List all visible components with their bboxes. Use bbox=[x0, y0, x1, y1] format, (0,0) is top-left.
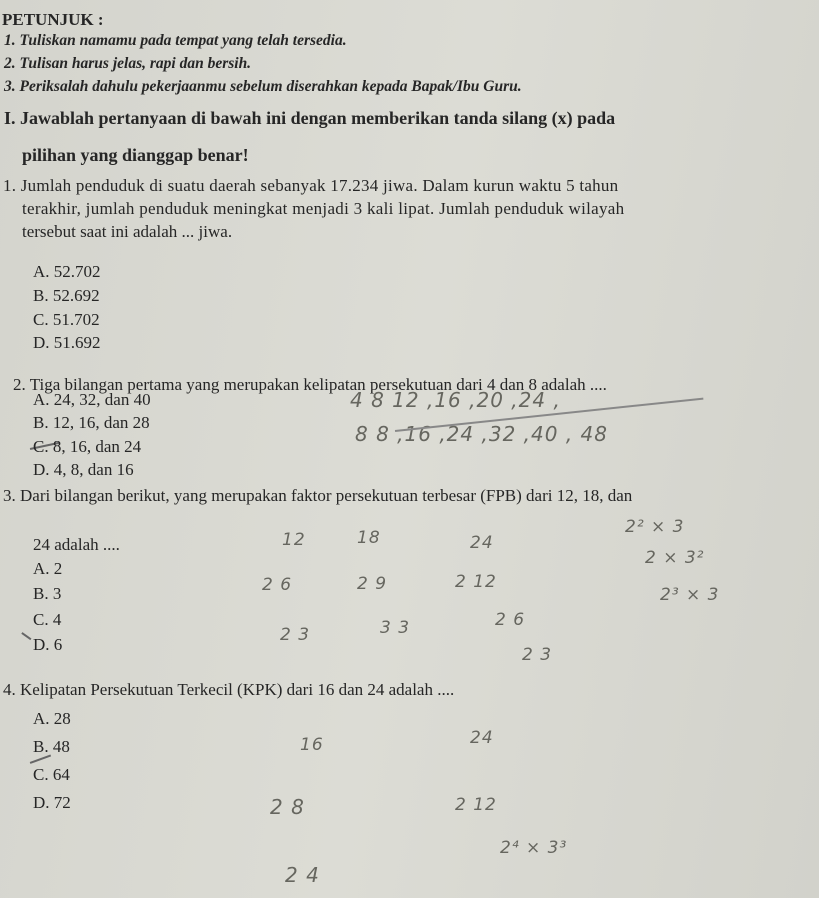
question-text: 2. Tiga bilangan pertama yang merupakan kelipatan persekutuan dari 4 dan 8 adalah .... bbox=[13, 375, 607, 394]
factorization: 2² × 3 bbox=[625, 517, 685, 537]
factorization: 2³ × 3 bbox=[660, 585, 720, 605]
tree-node: 12 bbox=[282, 530, 306, 550]
tree-node: 18 bbox=[357, 528, 381, 548]
tree-node: 24 bbox=[470, 533, 494, 553]
instruction-item: 1. Tuliskan namamu pada tempat yang telah tersedia. bbox=[4, 32, 347, 49]
handwritten-multiples-4: 4 8 12 ,16 ,20 ,24 , bbox=[350, 388, 561, 412]
option-d[interactable]: D. 6 bbox=[33, 635, 63, 654]
option-a[interactable]: A. 28 bbox=[33, 709, 71, 728]
tree-node: 2 12 bbox=[455, 572, 497, 592]
option-a[interactable]: A. 52.702 bbox=[33, 262, 101, 281]
option-b[interactable]: B. 12, 16, dan 28 bbox=[33, 413, 150, 432]
question-text: 24 adalah .... bbox=[33, 535, 120, 554]
option-a[interactable]: A. 24, 32, dan 40 bbox=[33, 390, 151, 409]
instructions-title: PETUNJUK : bbox=[2, 10, 104, 29]
option-a[interactable]: A. 2 bbox=[33, 559, 63, 578]
question-text: 1. Jumlah penduduk di suatu daerah sebanyak 17.234 jiwa. Dalam kurun waktu 5 tahun bbox=[3, 176, 619, 195]
tree-node: 2 4 bbox=[285, 863, 320, 887]
tree-node: 2 6 bbox=[495, 610, 526, 630]
tree-node: 3 3 bbox=[380, 618, 411, 638]
section-heading-line: pilihan yang dianggap benar! bbox=[22, 145, 249, 165]
option-b[interactable]: B. 48 bbox=[33, 737, 70, 756]
tree-node: 2⁴ × 3³ bbox=[500, 838, 568, 858]
question-text: 3. Dari bilangan berikut, yang merupakan faktor persekutuan terbesar (FPB) dari 12, 18, dan bbox=[3, 486, 633, 505]
section-heading-line: I. Jawablah pertanyaan di bawah ini dengan memberikan tanda silang (x) pada bbox=[4, 108, 616, 128]
handwritten-multiples-8: 8 8 ,16 ,24 ,32 ,40 , 48 bbox=[355, 422, 608, 446]
tree-node: 2 12 bbox=[455, 795, 497, 815]
tree-node: 2 6 bbox=[262, 575, 293, 595]
instruction-item: 3. Periksalah dahulu pekerjaanmu sebelum diserahkan kepada Bapak/Ibu Guru. bbox=[4, 78, 522, 95]
tree-node: 2 3 bbox=[280, 625, 311, 645]
tree-node: 16 bbox=[300, 735, 324, 755]
question-text: 4. Kelipatan Persekutuan Terkecil (KPK) dari 16 dan 24 adalah .... bbox=[3, 680, 455, 699]
instruction-item: 2. Tulisan harus jelas, rapi dan bersih. bbox=[4, 55, 252, 72]
option-c[interactable]: C. 64 bbox=[33, 765, 70, 784]
cross-mark bbox=[22, 632, 32, 640]
option-d[interactable]: D. 4, 8, dan 16 bbox=[33, 460, 134, 479]
tree-node: 2 9 bbox=[357, 574, 388, 594]
tree-node: 24 bbox=[470, 728, 494, 748]
option-c[interactable]: C. 51.702 bbox=[33, 310, 100, 329]
option-c[interactable]: C. 8, 16, dan 24 bbox=[33, 437, 142, 456]
tree-node: 2 3 bbox=[522, 645, 553, 665]
option-d[interactable]: D. 72 bbox=[33, 793, 71, 812]
option-d[interactable]: D. 51.692 bbox=[33, 333, 101, 352]
option-c[interactable]: C. 4 bbox=[33, 610, 62, 629]
question-text: tersebut saat ini adalah ... jiwa. bbox=[22, 222, 233, 241]
factorization: 2 × 3² bbox=[645, 548, 705, 568]
option-b[interactable]: B. 52.692 bbox=[33, 286, 100, 305]
question-text: terakhir, jumlah penduduk meningkat menjadi 3 kali lipat. Jumlah penduduk wilayah bbox=[22, 199, 625, 218]
option-b[interactable]: B. 3 bbox=[33, 584, 62, 603]
tree-node: 2 8 bbox=[270, 795, 305, 819]
